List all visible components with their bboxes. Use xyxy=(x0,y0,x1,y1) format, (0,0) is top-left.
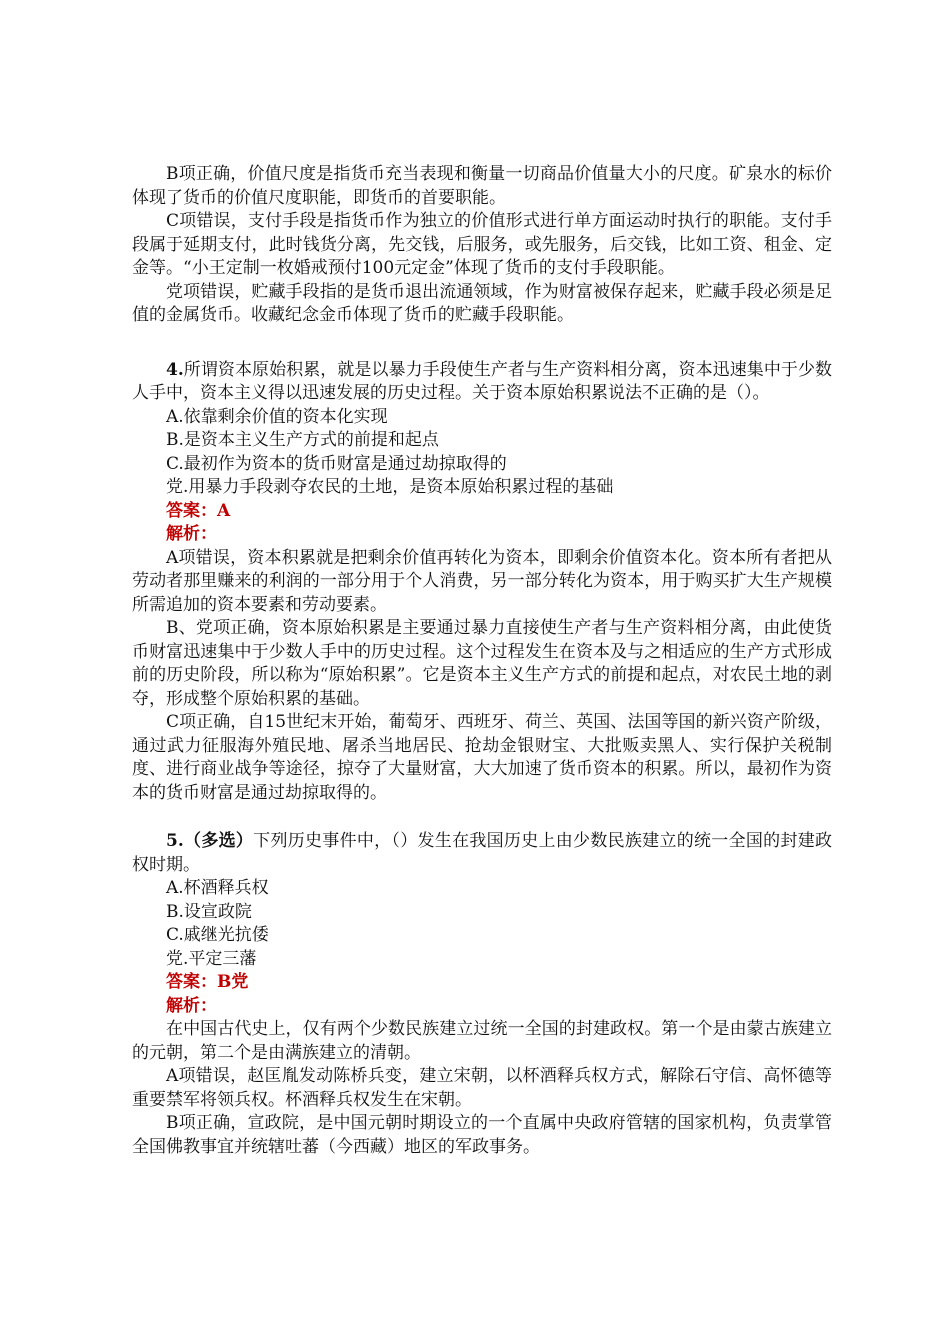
question-5-stem xyxy=(132,830,832,877)
paragraph: 党项错误，贮藏手段指的是货币退出流通领域，作为财富被保存起来，贮藏手段必须是足值的金属货币。收藏纪念金币体现了货币的贮藏手段职能。 xyxy=(132,281,832,325)
option-c: C.戚继光抗倭 xyxy=(166,925,269,945)
question-number: 4. xyxy=(166,359,184,380)
analysis-label: 解析： xyxy=(166,524,217,544)
answer-label: 答案：B党 xyxy=(166,972,249,992)
analysis-paragraph: A项错误，赵匡胤发动陈桥兵变，建立宋朝，以杯酒释兵权方式，解除石守信、高怀德等重要禁军将领兵权。杯酒释兵权发生在宋朝。 xyxy=(132,1066,832,1110)
analysis-paragraph: 在中国古代史上，仅有两个少数民族建立过统一全国的封建政权。第一个是由蒙古族建立的元朝，第二个是由满族建立的清朝。 xyxy=(132,1019,832,1063)
question-number: 5.（多选） xyxy=(166,831,254,851)
analysis-paragraph: C项正确，自15世纪末开始，葡萄牙、西班牙、荷兰、英国、法国等国的新兴资产阶级，通过武力征服海外殖民地、屠杀当地居民、抢劫金银财宝、大批贩卖黑人、实行保护关税制度、进行商业战争等途径，掠夺了大量财富，大大加速了货币资本的积累。所以，最初作为资本的货币财富是通过劫掠取得的。 xyxy=(132,712,832,803)
option-d: 党.用暴力手段剥夺农民的土地，是资本原始积累过程的基础 xyxy=(166,477,614,497)
option-d: 党.平定三藩 xyxy=(166,948,257,969)
analysis-paragraph: B项正确，宣政院，是中国元朝时期设立的一个直属中央政府管辖的国家机构，负责掌管全国佛教事宜并统辖吐蕃（今西藏）地区的军政事务。 xyxy=(132,1113,832,1157)
question-4-stem xyxy=(132,359,832,406)
paragraph: C项错误，支付手段是指货币作为独立的价值形式进行单方面运动时执行的职能。支付手段属于延期支付，此时钱货分离，先交钱，后服务，或先服务，后交钱，比如工资、租金、定金等。“小王定制一枚婚戒预付100元定金”体现了货币的支付手段职能。 xyxy=(132,211,832,278)
analysis-paragraph: B、党项正确，资本原始积累是主要通过暴力直接使生产者与生产资料相分离，由此使货币财富迅速集中于少数人手中的历史过程。这个过程发生在资本及与之相适应的生产方式形成前的历史阶段，所以称为“原始积累”。它是资本主义生产方式的前提和起点，对农民土地的剥夺，形成整个原始积累的基础。 xyxy=(132,618,832,709)
question-text: 下列历史事件中，（）发生在我国历史上由少数民族建立的统一全国的封建政权时期。 xyxy=(132,831,833,875)
option-b: B.是资本主义生产方式的前提和起点 xyxy=(166,430,439,450)
analysis-label: 解析： xyxy=(166,995,217,1016)
spacer xyxy=(132,328,832,359)
spacer xyxy=(132,805,832,830)
option-c: C.最初作为资本的货币财富是通过劫掠取得的 xyxy=(166,453,507,474)
analysis-paragraph: A项错误，资本积累就是把剩余价值再转化为资本，即剩余价值资本化。资本所有者把从劳动者那里赚来的利润的一部分用于个人消费，另一部分转化为资本，用于购买扩大生产规模所需追加的资本要素和劳动要素。 xyxy=(132,547,832,615)
option-a: A.杯酒释兵权 xyxy=(166,878,269,898)
option-b: B.设宣政院 xyxy=(166,901,252,922)
document-page xyxy=(132,163,832,1159)
question-text: 所谓资本原始积累，就是以暴力手段使生产者与生产资料相分离，资本迅速集中于少数人手中，资本主义得以迅速发展的历史过程。关于资本原始积累说法不正确的是（）。 xyxy=(132,359,832,403)
paragraph: B项正确，价值尺度是指货币充当表现和衡量一切商品价值量大小的尺度。矿泉水的标价体现了货币的价值尺度职能，即货币的首要职能。 xyxy=(132,164,832,208)
answer-label: 答案：A xyxy=(166,500,231,521)
option-a: A.依靠剩余价值的资本化实现 xyxy=(166,406,388,427)
